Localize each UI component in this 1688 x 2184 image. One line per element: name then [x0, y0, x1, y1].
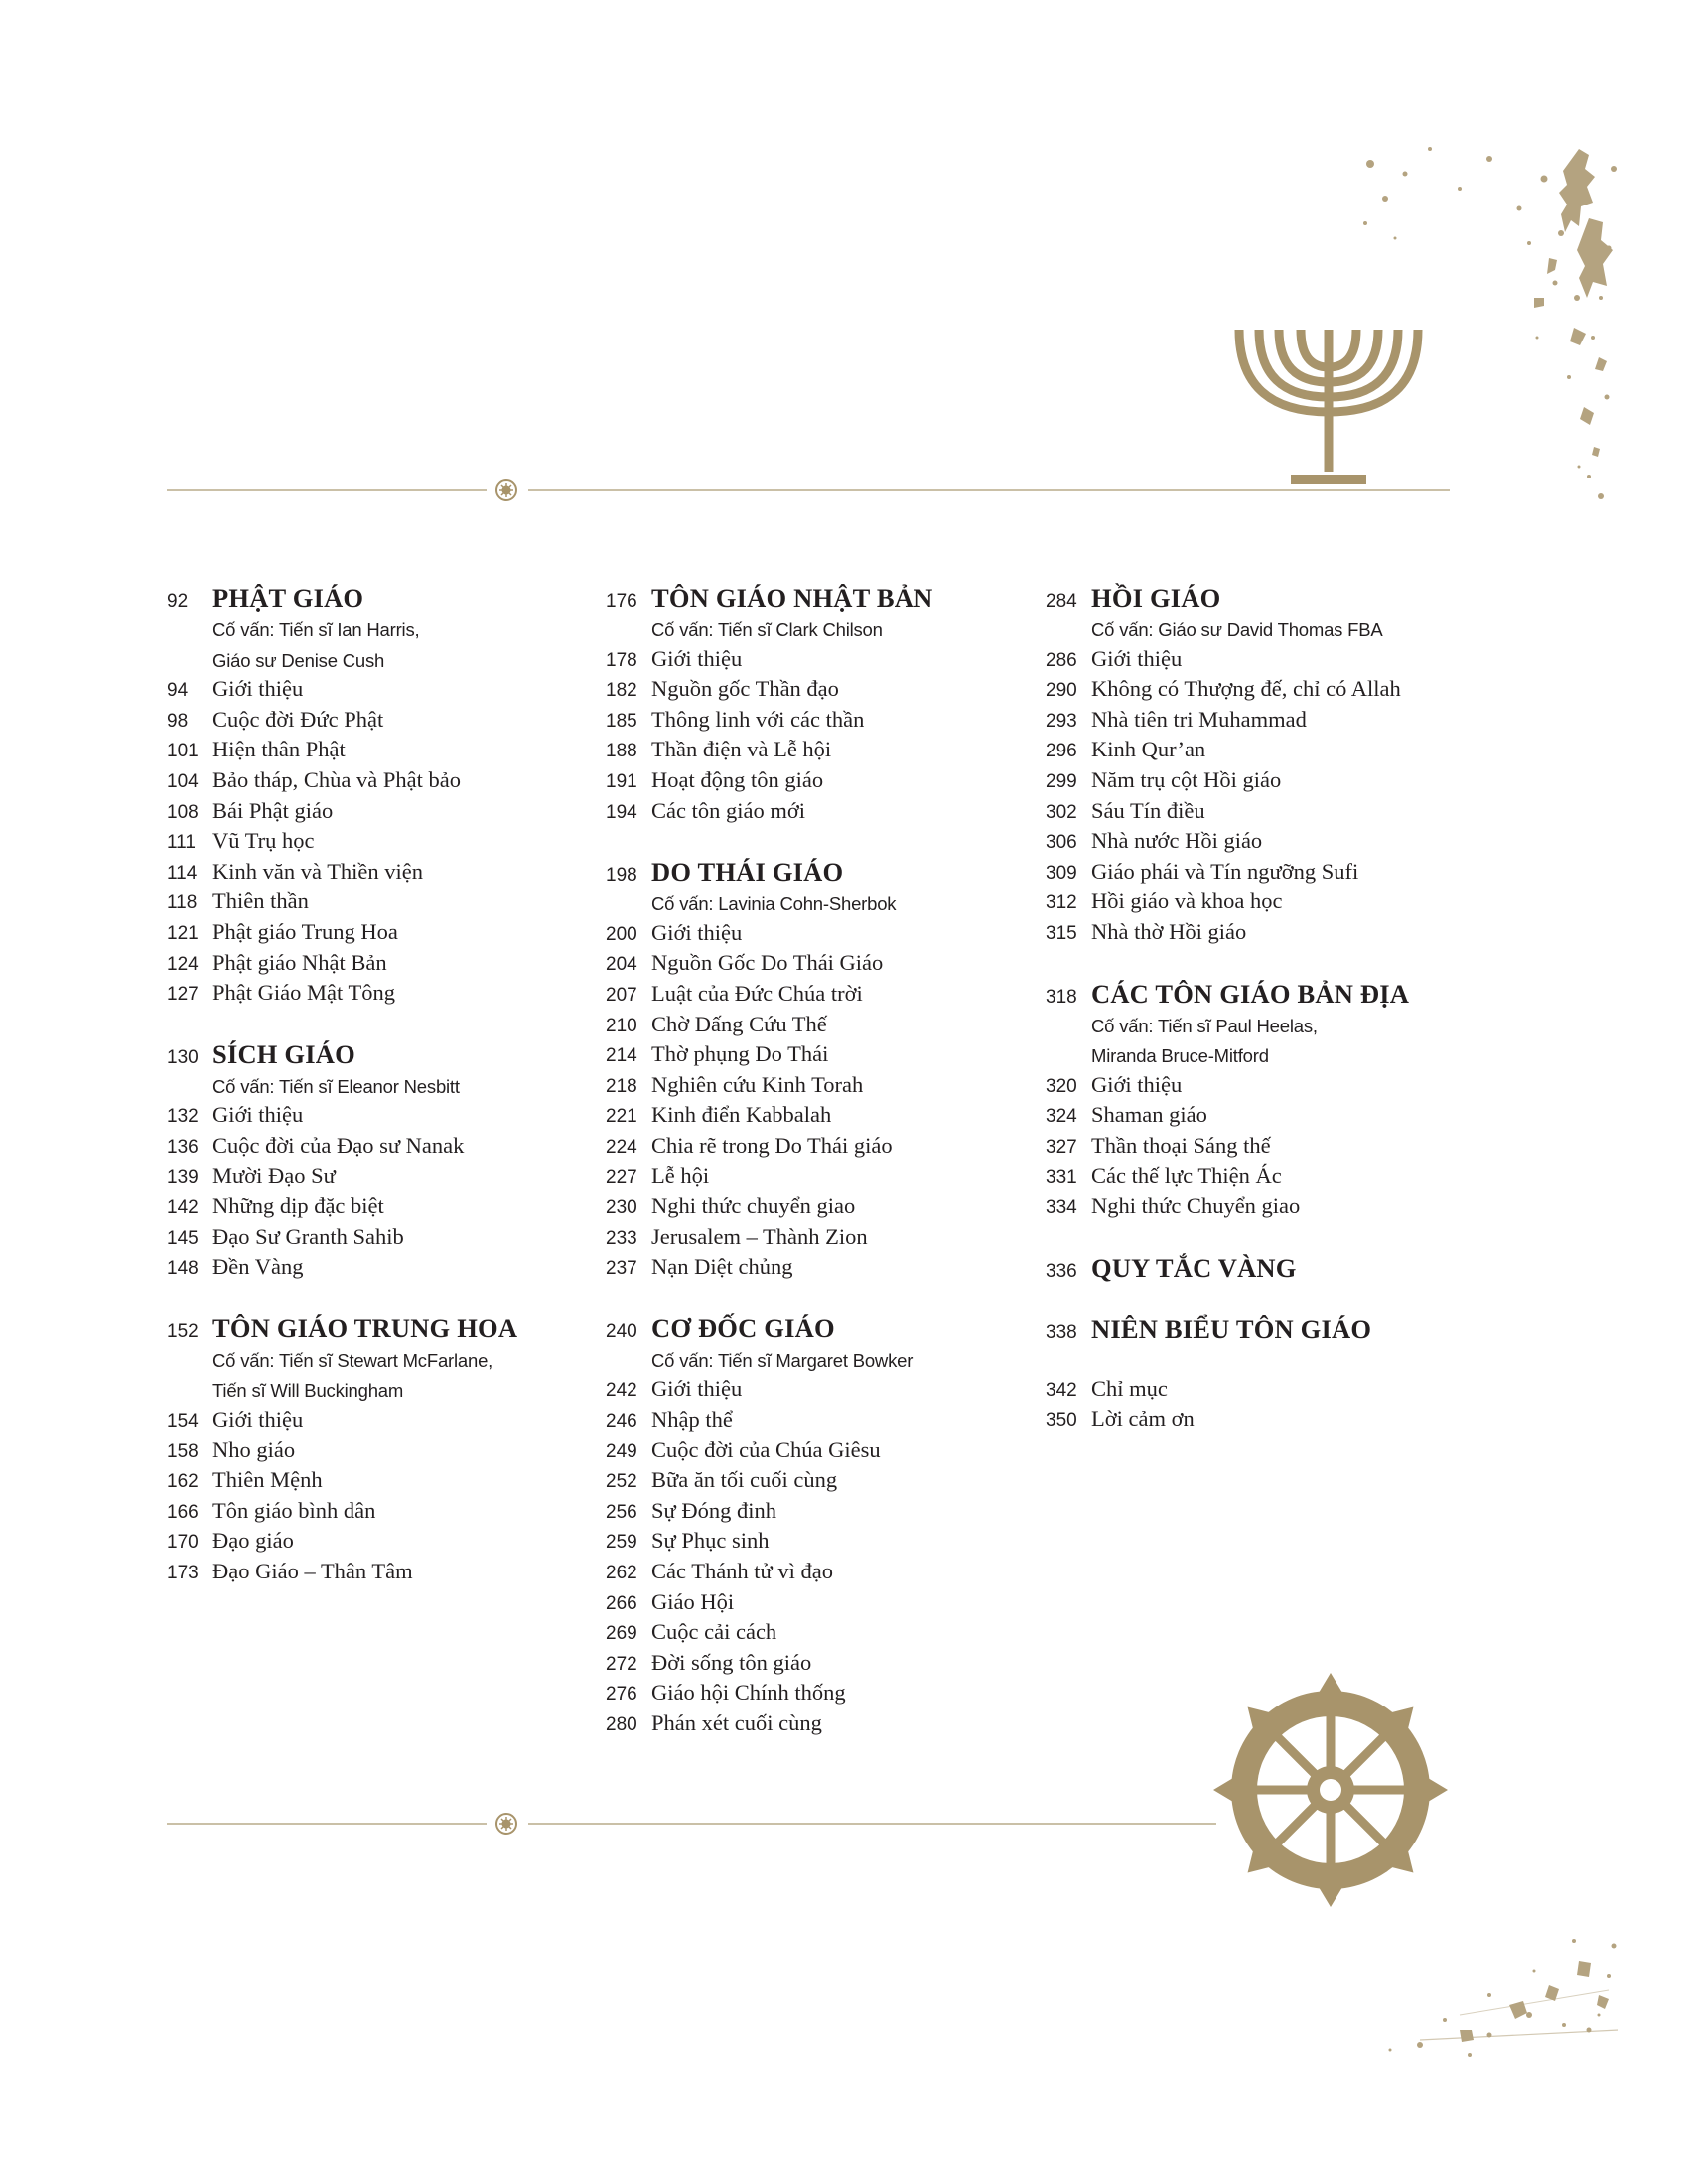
toc-column-1 — [167, 583, 604, 1618]
toc-section-golden-rule — [1046, 1253, 1482, 1286]
entry-title: Nhập thể — [651, 1407, 733, 1433]
entry-title: Không có Thượng đế, chỉ có Allah — [1091, 676, 1401, 702]
toc-entry[interactable] — [1046, 707, 1482, 738]
page-number: 299 — [1046, 770, 1077, 792]
page-number: 276 — [606, 1684, 637, 1706]
page-number: 227 — [606, 1166, 637, 1188]
page-number: 101 — [167, 741, 199, 762]
page-number: 221 — [606, 1106, 637, 1128]
entry-title: Kinh văn và Thiền viện — [212, 858, 424, 884]
entry-title: Chỉ mục — [1091, 1375, 1168, 1401]
entry-title: Bái Phật giáo — [212, 797, 334, 823]
entry-title: Giới thiệu — [212, 1407, 304, 1433]
page-number: 178 — [606, 649, 637, 671]
toc-section-indigenous-religions — [1046, 979, 1482, 1224]
entry-title: Nghi thức Chuyển giao — [1091, 1193, 1301, 1219]
page-number: 331 — [1046, 1166, 1077, 1188]
entry-title: Vũ Trụ học — [212, 828, 315, 854]
page-number: 246 — [606, 1411, 637, 1433]
page-number: 94 — [167, 680, 189, 702]
page-number: 136 — [167, 1136, 199, 1158]
entry-title: Năm trụ cột Hồi giáo — [1091, 766, 1282, 792]
advisor-line: Cố vấn: Tiến sĩ Paul Heelas, — [1091, 1015, 1318, 1036]
page-number: 182 — [606, 680, 637, 702]
entry-title: Giới thiệu — [212, 676, 304, 702]
toc-entry[interactable] — [167, 1102, 604, 1133]
toc-section-sikhism — [167, 1039, 604, 1285]
entry-title: Phật Giáo Mật Tông — [212, 980, 395, 1006]
advisor-line: Miranda Bruce-Mitford — [1091, 1045, 1269, 1067]
toc-entry[interactable] — [606, 1498, 1043, 1529]
page-number: 334 — [1046, 1197, 1077, 1219]
page-number: 230 — [606, 1197, 637, 1219]
toc-entry[interactable] — [167, 1193, 604, 1224]
entry-title: Thiên thần — [212, 888, 309, 914]
entry-title: Nhà nước Hồi giáo — [1091, 828, 1263, 854]
entry-title: Đền Vàng — [212, 1254, 304, 1280]
page-number: 121 — [167, 922, 199, 944]
grunge-texture-bottom — [1389, 1939, 1619, 2057]
entry-title: Nghiên cứu Kinh Torah — [651, 1071, 864, 1097]
page-number: 194 — [606, 801, 637, 823]
section-heading[interactable] — [167, 1039, 604, 1072]
entry-title: Giới thiệu — [1091, 645, 1183, 671]
entry-title: Đạo giáo — [212, 1528, 294, 1554]
toc-entry[interactable] — [167, 737, 604, 767]
toc-entry[interactable] — [1046, 1376, 1482, 1407]
toc-entry[interactable] — [606, 1193, 1043, 1224]
section-title: PHẬT GIÁO — [212, 583, 364, 613]
toc-entry[interactable] — [606, 767, 1043, 798]
page-number: 302 — [1046, 801, 1077, 823]
entry-title: Lời cảm ơn — [1091, 1406, 1195, 1432]
page-number: 204 — [606, 954, 637, 976]
page-number: 210 — [606, 1015, 637, 1036]
page-number: 306 — [1046, 832, 1077, 854]
entry-title: Thông linh với các thần — [651, 706, 865, 732]
toc-entry[interactable] — [167, 1133, 604, 1163]
page-number: 200 — [606, 923, 637, 945]
page-number: 111 — [167, 832, 196, 854]
entry-title: Giáo Hội — [651, 1588, 735, 1614]
page-number: 142 — [167, 1197, 199, 1219]
entry-title: Bữa ăn tối cuối cùng — [651, 1467, 838, 1493]
entry-title: Mười Đạo Sư — [212, 1162, 336, 1188]
toc-section-japanese-religion — [606, 583, 1043, 828]
section-title: TÔN GIÁO TRUNG HOA — [212, 1312, 518, 1343]
toc-section-chinese-religion — [167, 1313, 604, 1589]
entry-title: Giới thiệu — [651, 919, 743, 945]
page-number: 280 — [606, 1714, 637, 1735]
menorah-icon — [1239, 330, 1418, 484]
page-number: 350 — [1046, 1410, 1077, 1432]
page-number: 318 — [1046, 986, 1077, 1008]
page-number: 130 — [167, 1046, 199, 1068]
page-number: 158 — [167, 1440, 199, 1462]
toc-entry[interactable] — [1046, 1406, 1482, 1436]
section-heading[interactable] — [606, 1313, 1043, 1346]
page-number: 320 — [1046, 1075, 1077, 1097]
entry-title: Kinh Qur’an — [1091, 737, 1206, 762]
toc-entry[interactable] — [606, 920, 1043, 951]
entry-title: Hoạt động tôn giáo — [651, 766, 824, 792]
entry-title: Đạo Sư Granth Sahib — [212, 1223, 404, 1249]
toc-entry[interactable] — [167, 1559, 604, 1589]
advisor-line: Giáo sư Denise Cush — [212, 649, 385, 671]
toc-entry[interactable] — [167, 1407, 604, 1437]
toc-entry[interactable] — [1046, 1163, 1482, 1194]
toc-entry[interactable] — [606, 1528, 1043, 1559]
page-number: 336 — [1046, 1260, 1077, 1282]
advisor-line: Cố vấn: Tiến sĩ Ian Harris, — [212, 619, 420, 640]
entry-title: Nguồn Gốc Do Thái Giáo — [651, 950, 884, 976]
section-title: QUY TẮC VÀNG — [1091, 1252, 1297, 1283]
grunge-texture-top — [1363, 147, 1617, 499]
page-number: 218 — [606, 1075, 637, 1097]
advisor-line: Cố vấn: Giáo sư David Thomas FBA — [1091, 619, 1383, 640]
entry-title: Sự Đóng đinh — [651, 1497, 776, 1523]
advisor-line: Cố vấn: Tiến sĩ Clark Chilson — [651, 619, 883, 640]
page-number: 293 — [1046, 710, 1077, 732]
page-number: 214 — [606, 1045, 637, 1067]
toc-entry[interactable] — [1046, 859, 1482, 889]
entry-title: Shaman giáo — [1091, 1102, 1207, 1128]
entry-title: Cuộc đời Đức Phật — [212, 706, 384, 732]
entry-title: Phán xét cuối cùng — [651, 1710, 822, 1735]
toc-entry[interactable] — [167, 919, 604, 950]
page-number: 342 — [1046, 1379, 1077, 1401]
entry-title: Luật của Đức Chúa trời — [651, 980, 863, 1006]
toc-section-buddhism — [167, 583, 604, 1011]
toc-entry[interactable] — [606, 1650, 1043, 1681]
toc-section-islam — [1046, 583, 1482, 950]
page-number: 170 — [167, 1532, 199, 1554]
toc-entry[interactable] — [606, 737, 1043, 767]
section-heading[interactable] — [1046, 979, 1482, 1012]
toc-entry[interactable] — [167, 676, 604, 707]
entry-title: Bảo tháp, Chùa và Phật bảo — [212, 766, 461, 792]
entry-title: Thiên Mệnh — [212, 1467, 323, 1493]
toc-entry[interactable] — [167, 1467, 604, 1498]
page-number: 290 — [1046, 680, 1077, 702]
page-number: 124 — [167, 953, 199, 975]
toc-entry[interactable] — [167, 1437, 604, 1468]
page-number: 188 — [606, 741, 637, 762]
toc-entry[interactable] — [1046, 646, 1482, 677]
entry-title: Các Thánh tử vì đạo — [651, 1559, 833, 1584]
toc-entry[interactable] — [1046, 676, 1482, 707]
section-title: HỒI GIÁO — [1091, 583, 1221, 613]
entry-title: Nghi thức chuyển giao — [651, 1193, 856, 1219]
toc-entry[interactable] — [167, 707, 604, 738]
entry-title: Hồi giáo và khoa học — [1091, 888, 1283, 914]
page-number: 127 — [167, 984, 199, 1006]
toc-entry[interactable] — [606, 1467, 1043, 1498]
toc-entry[interactable] — [606, 1589, 1043, 1620]
section-heading[interactable] — [1046, 1253, 1482, 1286]
page-number: 233 — [606, 1227, 637, 1249]
page-number: 242 — [606, 1380, 637, 1402]
advisor-line: Cố vấn: Tiến sĩ Margaret Bowker — [651, 1349, 914, 1371]
page-number: 266 — [606, 1592, 637, 1614]
toc-entry[interactable] — [606, 1163, 1043, 1194]
page-number: 269 — [606, 1623, 637, 1645]
toc-entry[interactable] — [167, 798, 604, 829]
entry-title: Tôn giáo bình dân — [212, 1497, 376, 1523]
entry-title: Giới thiệu — [212, 1102, 304, 1128]
page-number: 240 — [606, 1320, 637, 1342]
page-number: 259 — [606, 1532, 637, 1554]
page-number: 252 — [606, 1471, 637, 1493]
entry-title: Thần điện và Lễ hội — [651, 737, 832, 762]
page-number: 296 — [1046, 741, 1077, 762]
entry-title: Jerusalem – Thành Zion — [651, 1223, 868, 1249]
page-number: 327 — [1046, 1136, 1077, 1158]
page-number: 173 — [167, 1563, 199, 1584]
toc-entry[interactable] — [167, 767, 604, 798]
section-title: SÍCH GIÁO — [212, 1038, 355, 1069]
page-number: 191 — [606, 770, 637, 792]
advisor-line: Tiến sĩ Will Buckingham — [212, 1380, 404, 1402]
page-number: 198 — [606, 865, 637, 887]
dharma-wheel-icon — [1213, 1673, 1448, 1907]
page-number: 108 — [167, 801, 199, 823]
entry-title: Sự Phục sinh — [651, 1528, 770, 1554]
entry-title: Những dịp đặc biệt — [212, 1193, 384, 1219]
toc-entry[interactable] — [606, 1012, 1043, 1042]
page-number: 148 — [167, 1258, 199, 1280]
toc-section-backmatter — [1046, 1376, 1482, 1436]
entry-title: Nhà thờ Hồi giáo — [1091, 918, 1247, 944]
page-number: 284 — [1046, 591, 1077, 612]
entry-title: Cuộc cải cách — [651, 1619, 777, 1645]
toc-entry[interactable] — [1046, 1072, 1482, 1103]
entry-title: Thờ phụng Do Thái — [651, 1041, 829, 1067]
rosette-ornament-icon — [496, 1814, 516, 1834]
toc-entry[interactable] — [606, 646, 1043, 677]
toc-entry[interactable] — [1046, 888, 1482, 919]
toc-entry[interactable] — [1046, 767, 1482, 798]
toc-entry[interactable] — [167, 1498, 604, 1529]
page-number: 92 — [167, 591, 189, 612]
entry-title: Nạn Diệt chủng — [651, 1254, 793, 1280]
page-number: 286 — [1046, 649, 1077, 671]
advisor-line: Cố vấn: Lavinia Cohn-Sherbok — [651, 893, 897, 915]
section-heading[interactable] — [167, 1313, 604, 1346]
page-number: 272 — [606, 1653, 637, 1675]
page-number: 162 — [167, 1471, 199, 1493]
toc-entry[interactable] — [606, 1437, 1043, 1468]
page-number: 256 — [606, 1501, 637, 1523]
page-number: 152 — [167, 1320, 199, 1342]
entry-title: Phật giáo Trung Hoa — [212, 918, 398, 944]
toc-entry[interactable] — [167, 950, 604, 981]
toc-entry[interactable] — [606, 1072, 1043, 1103]
section-heading[interactable] — [1046, 1314, 1482, 1347]
toc-entry[interactable] — [606, 1224, 1043, 1255]
page-number: 309 — [1046, 862, 1077, 884]
page-number: 132 — [167, 1106, 199, 1128]
toc-entry[interactable] — [167, 888, 604, 919]
entry-title: Đời sống tôn giáo — [651, 1649, 812, 1675]
page-number: 312 — [1046, 892, 1077, 914]
entry-title: Cuộc đời của Đạo sư Nanak — [212, 1132, 465, 1158]
toc-entry[interactable] — [167, 828, 604, 859]
bottom-divider — [167, 1814, 1216, 1834]
toc-entry[interactable] — [606, 798, 1043, 829]
entry-title: Các thế lực Thiện Ác — [1091, 1162, 1282, 1188]
page-number: 315 — [1046, 922, 1077, 944]
toc-entry[interactable] — [606, 676, 1043, 707]
toc-entry[interactable] — [606, 1407, 1043, 1437]
toc-entry[interactable] — [167, 980, 604, 1011]
toc-entry[interactable] — [606, 981, 1043, 1012]
toc-entry[interactable] — [1046, 1102, 1482, 1133]
page-number: 224 — [606, 1136, 637, 1158]
toc-entry[interactable] — [1046, 737, 1482, 767]
toc-entry[interactable] — [1046, 919, 1482, 950]
entry-title: Giáo hội Chính thống — [651, 1680, 846, 1706]
toc-column-3 — [1046, 583, 1482, 1465]
advisor-line: Cố vấn: Tiến sĩ Eleanor Nesbitt — [212, 1075, 460, 1097]
toc-entry[interactable] — [1046, 828, 1482, 859]
toc-entry[interactable] — [1046, 798, 1482, 829]
entry-title: Chia rẽ trong Do Thái giáo — [651, 1132, 893, 1158]
toc-entry[interactable] — [606, 1041, 1043, 1072]
toc-entry[interactable] — [1046, 1193, 1482, 1224]
toc-section-judaism — [606, 857, 1043, 1285]
section-title: CƠ ĐỐC GIÁO — [651, 1312, 835, 1343]
page-number: 176 — [606, 591, 637, 612]
entry-title: Các tôn giáo mới — [651, 797, 805, 823]
page-number: 114 — [167, 862, 198, 884]
toc-entry[interactable] — [606, 950, 1043, 981]
toc-entry[interactable] — [167, 1528, 604, 1559]
page-number: 166 — [167, 1501, 199, 1523]
page-number: 237 — [606, 1258, 637, 1280]
toc-entry[interactable] — [167, 859, 604, 889]
toc-entry[interactable] — [1046, 1133, 1482, 1163]
toc-entry[interactable] — [606, 1680, 1043, 1710]
entry-title: Lễ hội — [651, 1162, 710, 1188]
entry-title: Giới thiệu — [1091, 1071, 1183, 1097]
section-heading[interactable] — [167, 583, 604, 615]
toc-section-timeline — [1046, 1314, 1482, 1347]
page-number: 207 — [606, 984, 637, 1006]
toc-section-christianity — [606, 1313, 1043, 1741]
entry-title: Đạo Giáo – Thân Tâm — [212, 1559, 413, 1584]
entry-title: Giới thiệu — [651, 1376, 743, 1402]
toc-entry[interactable] — [606, 1102, 1043, 1133]
page-number: 154 — [167, 1411, 199, 1433]
toc-entry[interactable] — [606, 1559, 1043, 1589]
toc-entry[interactable] — [606, 707, 1043, 738]
section-title: CÁC TÔN GIÁO BẢN ĐỊA — [1091, 978, 1410, 1009]
page-number: 139 — [167, 1166, 199, 1188]
rosette-ornament-icon — [496, 480, 516, 500]
page-number: 104 — [167, 770, 199, 792]
page-number: 262 — [606, 1563, 637, 1584]
entry-title: Giáo phái và Tín ngưỡng Sufi — [1091, 858, 1359, 884]
section-heading[interactable] — [606, 857, 1043, 889]
entry-title: Thần thoại Sáng thế — [1091, 1132, 1271, 1158]
toc-entry[interactable] — [606, 1254, 1043, 1285]
entry-title: Hiện thân Phật — [212, 737, 346, 762]
entry-title: Nhà tiên tri Muhammad — [1091, 706, 1307, 732]
toc-entry[interactable] — [606, 1133, 1043, 1163]
entry-title: Cuộc đời của Chúa Giêsu — [651, 1436, 881, 1462]
page-number: 185 — [606, 710, 637, 732]
entry-title: Nguồn gốc Thần đạo — [651, 676, 839, 702]
section-title: DO THÁI GIÁO — [651, 857, 844, 887]
toc-entry[interactable] — [167, 1224, 604, 1255]
top-divider — [167, 480, 1450, 500]
page-number: 338 — [1046, 1321, 1077, 1343]
section-title: TÔN GIÁO NHẬT BẢN — [651, 583, 933, 613]
advisor-line: Cố vấn: Tiến sĩ Stewart McFarlane, — [212, 1349, 493, 1371]
entry-title: Giới thiệu — [651, 645, 743, 671]
toc-entry[interactable] — [606, 1619, 1043, 1650]
entry-title: Nho giáo — [212, 1436, 296, 1462]
entry-title: Sáu Tín điều — [1091, 797, 1205, 823]
toc-entry[interactable] — [167, 1163, 604, 1194]
page-number: 98 — [167, 710, 189, 732]
page-number: 324 — [1046, 1106, 1077, 1128]
entry-title: Chờ Đấng Cứu Thế — [651, 1011, 827, 1036]
toc-entry[interactable] — [606, 1376, 1043, 1407]
toc-entry[interactable] — [606, 1710, 1043, 1741]
section-heading[interactable] — [606, 583, 1043, 615]
page-number: 145 — [167, 1227, 199, 1249]
section-title: NIÊN BIỂU TÔN GIÁO — [1091, 1313, 1372, 1344]
page-number: 249 — [606, 1440, 637, 1462]
section-heading[interactable] — [1046, 583, 1482, 615]
page-number: 118 — [167, 892, 198, 914]
toc-column-2 — [606, 583, 1043, 1770]
toc-entry[interactable] — [167, 1254, 604, 1285]
entry-title: Phật giáo Nhật Bản — [212, 949, 387, 975]
entry-title: Kinh điển Kabbalah — [651, 1102, 832, 1128]
